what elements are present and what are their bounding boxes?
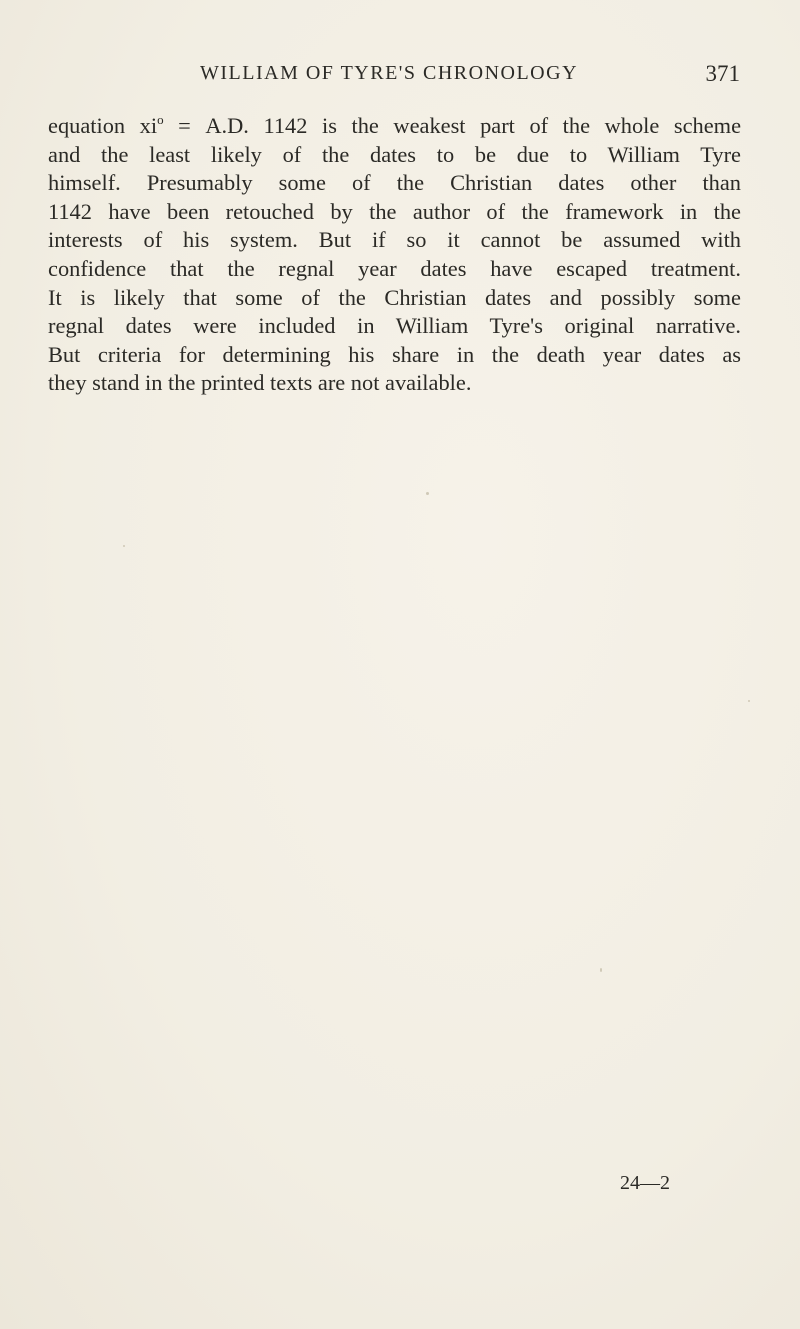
text-fragment: equation xi bbox=[48, 113, 158, 138]
paper-speck bbox=[426, 492, 429, 495]
text-line: regnal dates were included in William Tyre's original narrative. bbox=[48, 313, 741, 339]
text-line: confidence that the regnal year dates have escaped treatment. bbox=[48, 255, 741, 281]
running-title: WILLIAM OF TYRE'S CHRONOLOGY bbox=[200, 62, 579, 84]
text-line: and the least likely of the dates to be due to William Tyre bbox=[48, 141, 741, 167]
text-line: 1142 have been retouched by the author of the framework in the bbox=[48, 198, 741, 224]
text-fragment: 1142 is the weakest part of the whole scheme bbox=[248, 113, 742, 138]
running-head bbox=[200, 62, 740, 92]
page-number: 371 bbox=[705, 61, 740, 86]
text-line: they stand in the printed texts are not available. bbox=[48, 370, 472, 396]
superscript: o bbox=[157, 112, 164, 127]
text-line: It is likely that some of the Christian dates and possibly some bbox=[48, 284, 741, 310]
text-line: But criteria for determining his share in the death year dates as bbox=[48, 341, 741, 367]
text-line bbox=[48, 112, 741, 141]
text-fragment: = bbox=[163, 113, 206, 138]
paper-speck bbox=[600, 968, 602, 972]
signature-mark: 24—2 bbox=[620, 1172, 670, 1194]
small-caps-abbrev: A.D. bbox=[205, 113, 249, 138]
text-line: himself. Presumably some of the Christian dates other than bbox=[48, 170, 741, 196]
body-paragraph bbox=[48, 112, 741, 398]
text-line: interests of his system. But if so it cannot be assumed with bbox=[48, 227, 741, 253]
paper-speck bbox=[748, 700, 750, 702]
paper-speck bbox=[123, 545, 125, 547]
